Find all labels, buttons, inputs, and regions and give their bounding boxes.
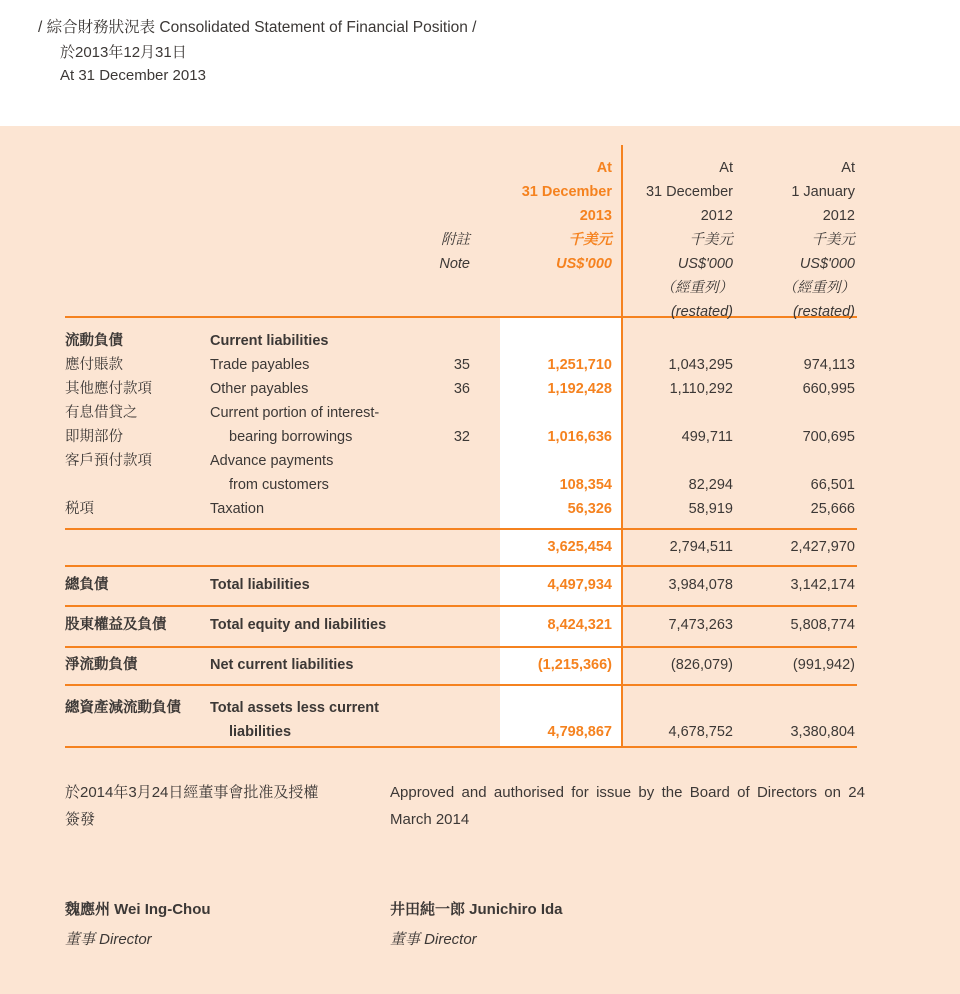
note-header-en: Note bbox=[439, 256, 470, 272]
statement-panel bbox=[0, 126, 960, 994]
row-label-zh: 應付賬款 bbox=[65, 357, 123, 373]
director-name: 井田純一郎 Junichiro Ida bbox=[390, 901, 563, 918]
row-note: 35 bbox=[453, 357, 470, 373]
section-label-zh: 流動負債 bbox=[65, 333, 123, 349]
spacer bbox=[210, 156, 425, 324]
total-assets-less-current-row bbox=[65, 696, 857, 744]
section-label-en: Current liabilities bbox=[210, 333, 329, 349]
subtotal-2012-dec: 2,794,511 bbox=[669, 539, 733, 555]
row-label-zh: 客戶預付款項 bbox=[65, 453, 152, 469]
row-label-en: Current portion of interest- bbox=[210, 405, 380, 421]
value-2012-jan: 3,380,804 bbox=[790, 724, 855, 740]
rule-bottom bbox=[65, 746, 857, 748]
value-2012-jan: 66,501 bbox=[810, 477, 855, 493]
column-header-2012-jan: At 1 January 2012 千美元 US$'000 （經重列） (restated) bbox=[782, 160, 855, 320]
rule-below-total-equity bbox=[65, 646, 857, 648]
current-liabilities-subtotal-row bbox=[65, 535, 857, 559]
row-label-zh: 有息借貸之 bbox=[65, 405, 138, 421]
value-2013: 1,251,710 bbox=[547, 357, 612, 373]
total-liabilities-row bbox=[65, 573, 857, 597]
signature-block bbox=[65, 895, 865, 955]
value-2012-jan: 660,995 bbox=[802, 381, 855, 397]
value-2012-jan: 700,695 bbox=[802, 429, 855, 445]
value-2012-dec: 499,711 bbox=[681, 429, 733, 445]
value-2012-dec: 58,919 bbox=[688, 501, 733, 517]
approval-note-en: Approved and authorised for issue by the Board of Directors on 24 March 2014 bbox=[390, 784, 865, 828]
rule-below-subtotal bbox=[65, 565, 857, 567]
value-2012-dec: 3,984,078 bbox=[668, 577, 733, 593]
row-label-zh: 股東權益及負債 bbox=[65, 617, 167, 633]
net-current-liabilities-row bbox=[65, 653, 857, 677]
value-2012-jan: 3,142,174 bbox=[790, 577, 855, 593]
signature-left bbox=[65, 895, 390, 955]
note-header-zh: 附註 bbox=[441, 232, 470, 248]
director-title: 董事 Director bbox=[390, 931, 477, 948]
row-label-en: Trade payables bbox=[210, 357, 310, 373]
row-label-zh: 總負債 bbox=[65, 577, 109, 593]
value-2013: 8,424,321 bbox=[547, 617, 612, 633]
value-2013: 1,016,636 bbox=[547, 429, 612, 445]
rule-below-net-current bbox=[65, 684, 857, 686]
note-column-header bbox=[425, 156, 480, 324]
row-label-en: Total liabilities bbox=[210, 577, 310, 593]
value-2013: 4,798,867 bbox=[547, 724, 612, 740]
value-2013: 4,497,934 bbox=[547, 577, 612, 593]
director-title: 董事 Director bbox=[65, 931, 152, 948]
value-2012-dec: 82,294 bbox=[688, 477, 733, 493]
row-label-zh: 淨流動負債 bbox=[65, 657, 138, 673]
row-label-en: Other payables bbox=[210, 381, 309, 397]
spacer bbox=[65, 156, 210, 324]
row-label-en: Total equity and liabilities bbox=[210, 617, 387, 633]
value-2012-jan: 5,808,774 bbox=[790, 617, 855, 633]
value-2012-dec: 4,678,752 bbox=[668, 724, 733, 740]
approval-note-zh: 於2014年3月24日經董事會批准及授權 簽發 bbox=[65, 784, 319, 828]
row-label-zh: 總資產減流動負債 bbox=[65, 700, 181, 716]
column-header-2013: At 31 December 2013 千美元 US$'000 bbox=[521, 160, 612, 272]
value-2012-dec: 7,473,263 bbox=[668, 617, 733, 633]
row-label-en: liabilities bbox=[229, 724, 292, 740]
approval-note bbox=[65, 779, 865, 833]
row-label-zh: 其他應付款項 bbox=[65, 381, 152, 397]
value-2013: 56,326 bbox=[567, 501, 612, 517]
row-label-en: from customers bbox=[229, 477, 329, 493]
row-label-en: bearing borrowings bbox=[229, 429, 353, 445]
current-liabilities-section bbox=[65, 329, 857, 521]
value-2012-dec: 1,110,292 bbox=[669, 381, 733, 397]
value-2012-dec: 1,043,295 bbox=[668, 357, 733, 373]
value-2012-jan: 25,666 bbox=[810, 501, 855, 517]
row-label-zh: 税項 bbox=[65, 501, 94, 517]
value-2013: 108,354 bbox=[559, 477, 612, 493]
statement-date-en: At 31 December 2013 bbox=[60, 67, 206, 84]
row-label-en: Taxation bbox=[210, 501, 265, 517]
value-2013: 1,192,428 bbox=[547, 381, 612, 397]
row-label-en: Net current liabilities bbox=[210, 657, 354, 673]
column-header-2012-dec: At 31 December 2012 千美元 US$'000 （經重列） (restated) bbox=[645, 160, 733, 320]
value-2012-jan: (991,942) bbox=[792, 657, 855, 673]
row-label-en: Total assets less current bbox=[210, 700, 379, 716]
value-2012-jan: 974,113 bbox=[803, 357, 855, 373]
table-column-headers bbox=[65, 156, 857, 324]
signature-right bbox=[390, 895, 715, 955]
row-note: 32 bbox=[453, 429, 470, 445]
row-note: 36 bbox=[453, 381, 470, 397]
total-equity-liabilities-row bbox=[65, 613, 857, 637]
document-header bbox=[38, 15, 477, 87]
rule-below-total-liabilities bbox=[65, 605, 857, 607]
director-name: 魏應州 Wei Ing-Chou bbox=[65, 901, 211, 918]
subtotal-2012-jan: 2,427,970 bbox=[790, 539, 855, 555]
rule-above-subtotal bbox=[65, 528, 857, 530]
row-label-en: Advance payments bbox=[210, 453, 334, 469]
value-2012-dec: (826,079) bbox=[670, 657, 733, 673]
value-2013: (1,215,366) bbox=[537, 657, 612, 673]
statement-title: / 綜合財務狀況表 Consolidated Statement of Financial Position / bbox=[38, 19, 477, 36]
subtotal-2013: 3,625,454 bbox=[547, 539, 612, 555]
row-label-zh: 即期部份 bbox=[65, 429, 123, 445]
statement-date-zh: 於2013年12月31日 bbox=[60, 44, 187, 61]
